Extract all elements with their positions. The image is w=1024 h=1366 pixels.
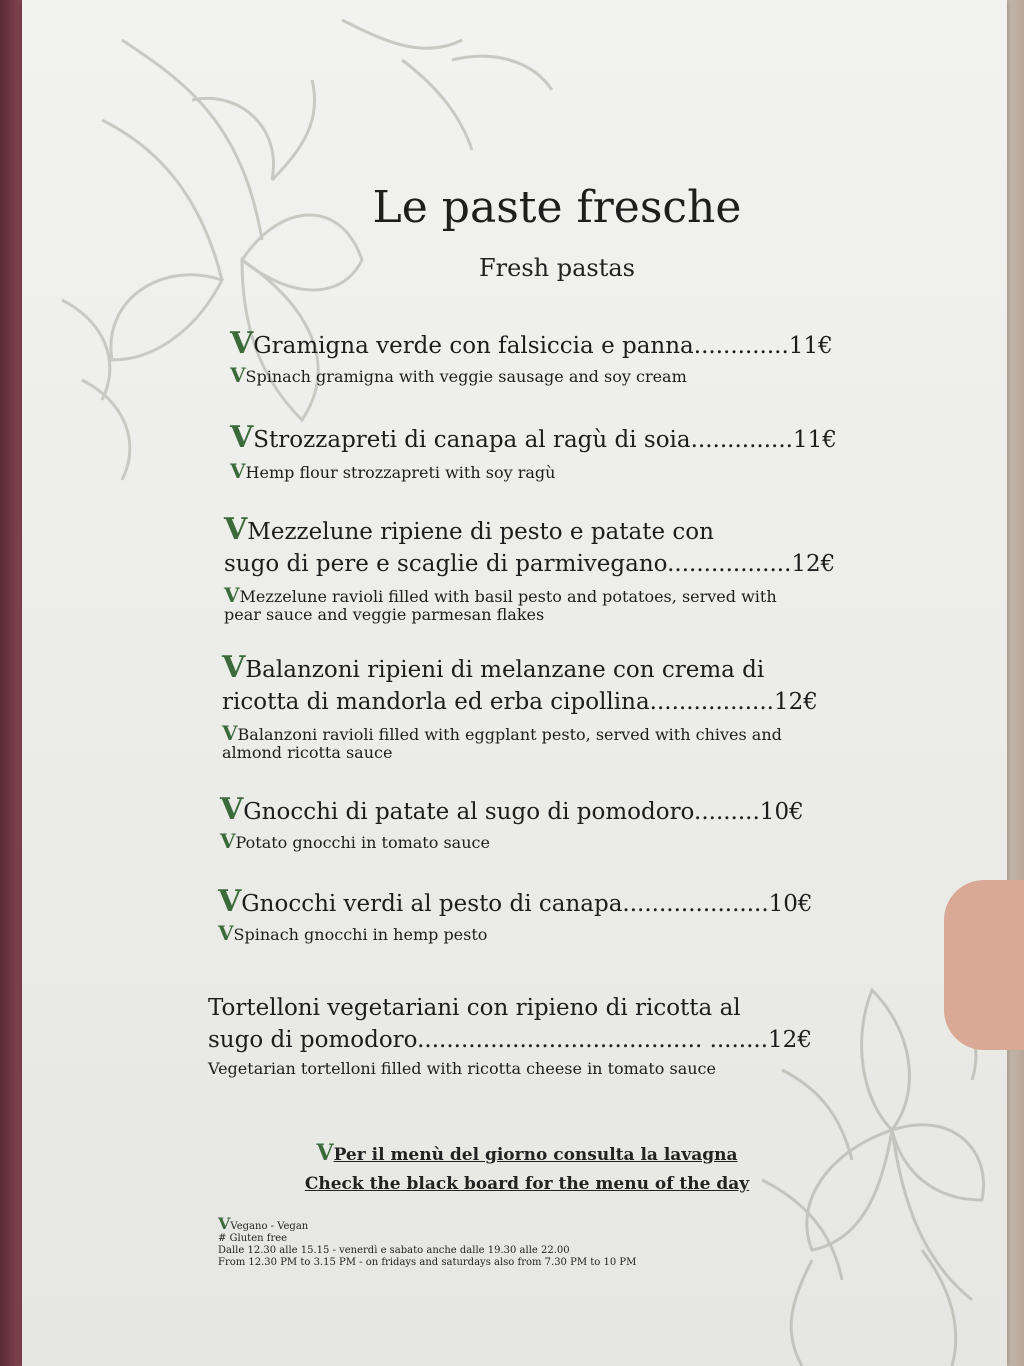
vegan-icon: V — [220, 829, 236, 853]
item-description: Potato gnocchi in tomato sauce — [235, 833, 490, 852]
menu-item — [230, 328, 833, 386]
vegan-icon: V — [224, 583, 240, 607]
vegan-icon: V — [222, 650, 246, 685]
item-name: sugo di pomodoro....................................... ........12€ — [208, 1027, 812, 1053]
page-title: Le paste fresche — [372, 182, 742, 233]
menu-item — [220, 794, 804, 852]
vegan-icon: V — [218, 921, 234, 945]
menu-item — [218, 886, 813, 944]
menu-item — [222, 652, 818, 762]
item-name: sugo di pere e scaglie di parmivegano.................12€ — [224, 551, 836, 577]
vegan-icon: V — [230, 326, 254, 361]
opening-hours-en: From 12.30 PM to 3.15 PM - on fridays and saturdays also from 7.30 PM to 10 PM — [218, 1257, 637, 1268]
menu-item — [230, 422, 837, 482]
item-name: Gramigna verde con falsiccia e panna.............11€ — [253, 333, 833, 359]
vegan-icon: V — [218, 884, 242, 919]
opening-hours-it: Dalle 12.30 alle 15.15 - venerdì e sabato anche dalle 19.30 alle 22.00 — [218, 1245, 570, 1256]
vegan-icon: V — [220, 792, 244, 827]
item-description: almond ricotta sauce — [222, 743, 393, 762]
menu-item — [224, 514, 835, 624]
item-name: Tortelloni vegetariani con ripieno di ricotta al — [208, 995, 741, 1021]
legend-vegan: Vegano - Vegan — [230, 1221, 309, 1232]
item-name: ricotta di mandorla ed erba cipollina.................12€ — [222, 689, 818, 715]
item-description: Balanzoni ravioli filled with eggplant pesto, served with chives and — [237, 725, 782, 744]
vegan-icon: V — [316, 1140, 334, 1166]
item-description: pear sauce and veggie parmesan flakes — [224, 605, 545, 624]
item-name: Balanzoni ripieni di melanzane con crema di — [245, 657, 765, 683]
vegan-icon: V — [218, 1214, 231, 1233]
vegan-icon: V — [230, 363, 246, 387]
legend — [218, 1214, 637, 1269]
item-description: Mezzelune ravioli filled with basil pesto and potatoes, served with — [239, 587, 777, 606]
vegan-icon: V — [224, 512, 248, 547]
page-subtitle: Fresh pastas — [479, 254, 635, 282]
menu-sheet — [22, 0, 1007, 1366]
item-description: Vegetarian tortelloni filled with ricotta cheese in tomato sauce — [208, 1059, 716, 1078]
legend-gluten-free: # Gluten free — [218, 1233, 288, 1244]
vegan-icon: V — [222, 721, 238, 745]
vegan-icon: V — [230, 420, 254, 455]
item-name: Gnocchi di patate al sugo di pomodoro.........10€ — [243, 799, 804, 825]
item-name: Mezzelune ripiene di pesto e patate con — [247, 519, 714, 545]
hand-thumb — [944, 880, 1024, 1050]
item-description: Spinach gnocchi in hemp pesto — [233, 925, 488, 944]
daily-menu-notice: VPer il menù del giorno consulta la lavagna — [316, 1140, 738, 1166]
menu-item — [208, 992, 812, 1078]
item-description: Hemp flour strozzapreti with soy ragù — [245, 463, 556, 482]
vegan-icon: V — [230, 459, 246, 483]
item-name: Gnocchi verdi al pesto di canapa....................10€ — [241, 891, 813, 917]
item-name: Strozzapreti di canapa al ragù di soia..............11€ — [253, 427, 837, 453]
item-description: Spinach gramigna with veggie sausage and soy cream — [245, 367, 687, 386]
daily-menu-notice-en: Check the black board for the menu of the day — [304, 1174, 750, 1194]
